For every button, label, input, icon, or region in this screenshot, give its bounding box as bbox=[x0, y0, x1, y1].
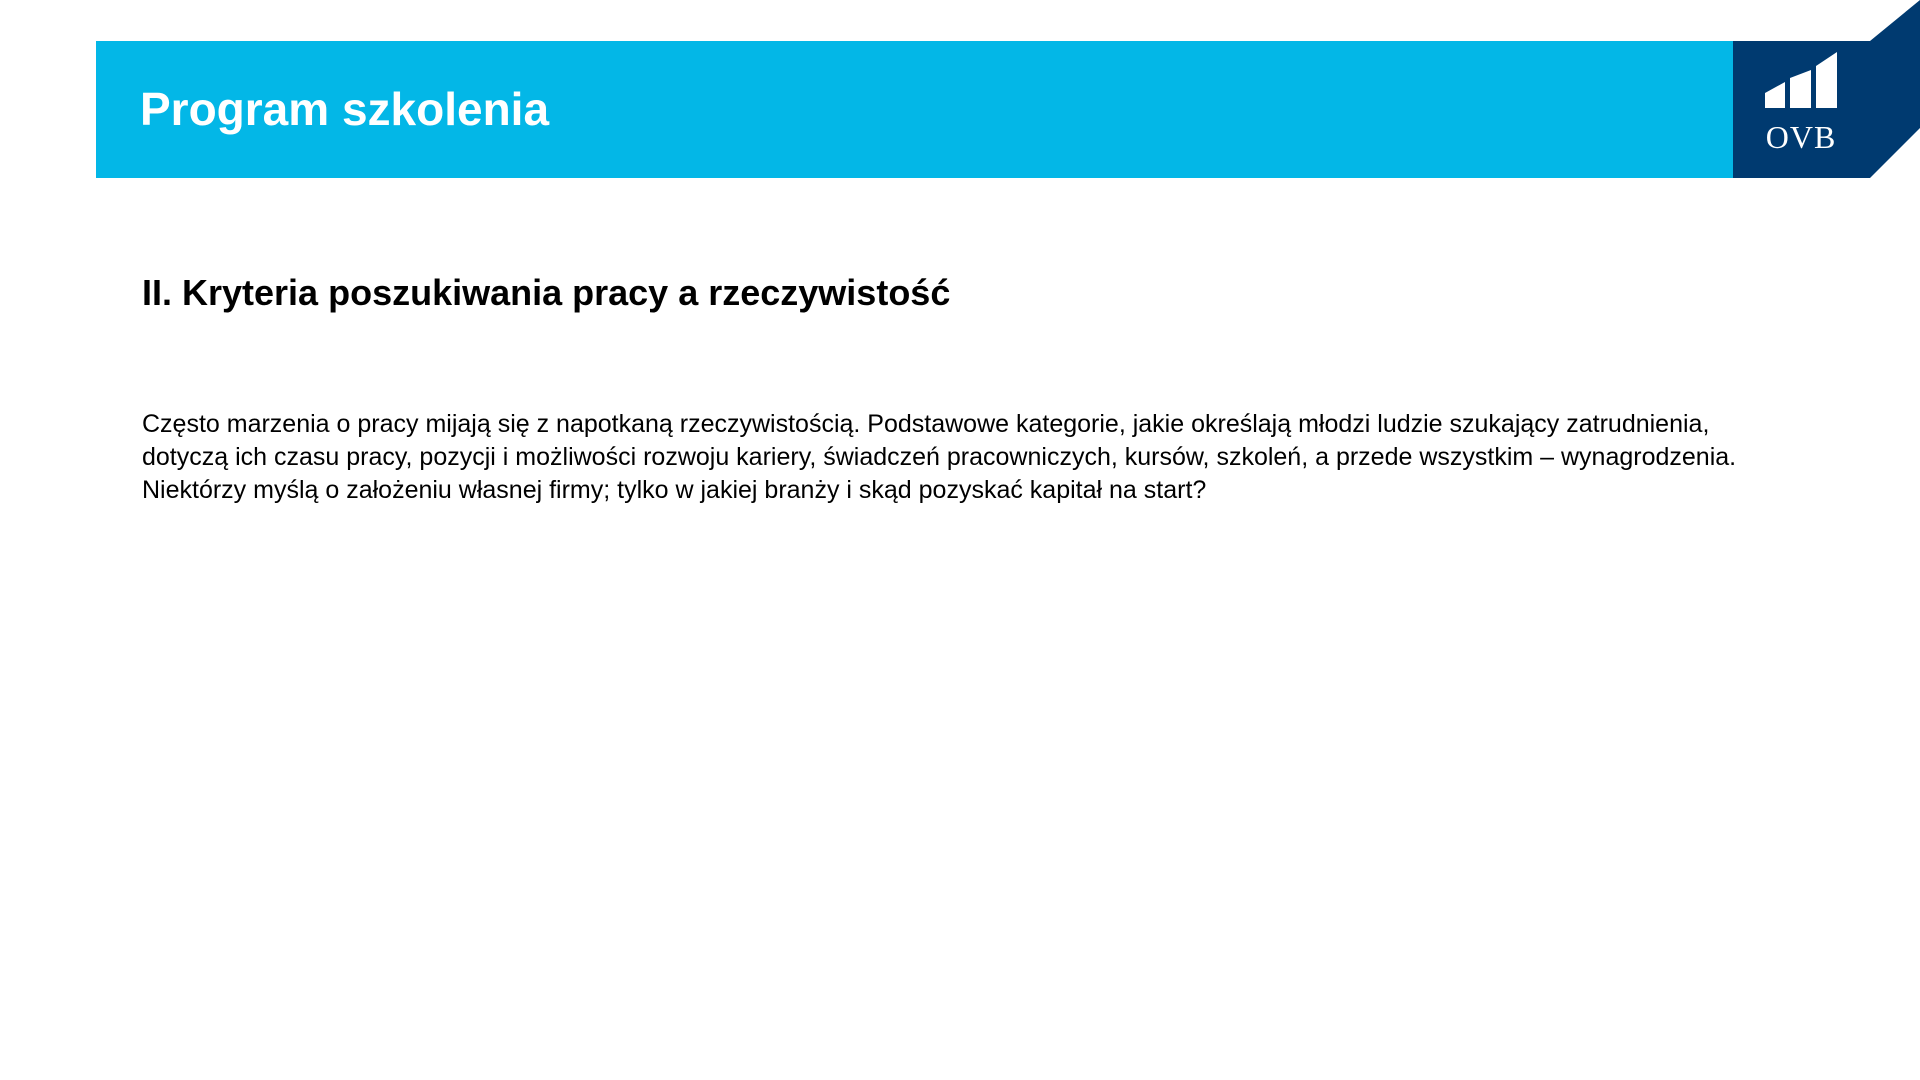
ovb-logo bbox=[1733, 0, 1920, 178]
logo-text: OVB bbox=[1765, 119, 1837, 155]
ovb-logo-graphic bbox=[1733, 0, 1920, 178]
header-title: Program szkolenia bbox=[140, 83, 550, 135]
body-paragraph: Często marzenia o pracy mijają się z napotkaną rzeczywistością. Podstawowe kategorie, jakie określają młodzi ludzie szukający zatrudnienia, dotyczą ich czasu pracy, pozycji i możliwości rozwoju kariery, świadczeń pracowniczych, kursów, szkoleń, a przede wszystkim – wynagrodzenia. Niektórzy myślą o założeniu własnej firmy; tylko w jakiej branży i skąd pozyskać kapitał na start? bbox=[142, 410, 1737, 504]
section-heading: II. Kryteria poszukiwania pracy a rzeczywistość bbox=[142, 272, 951, 313]
